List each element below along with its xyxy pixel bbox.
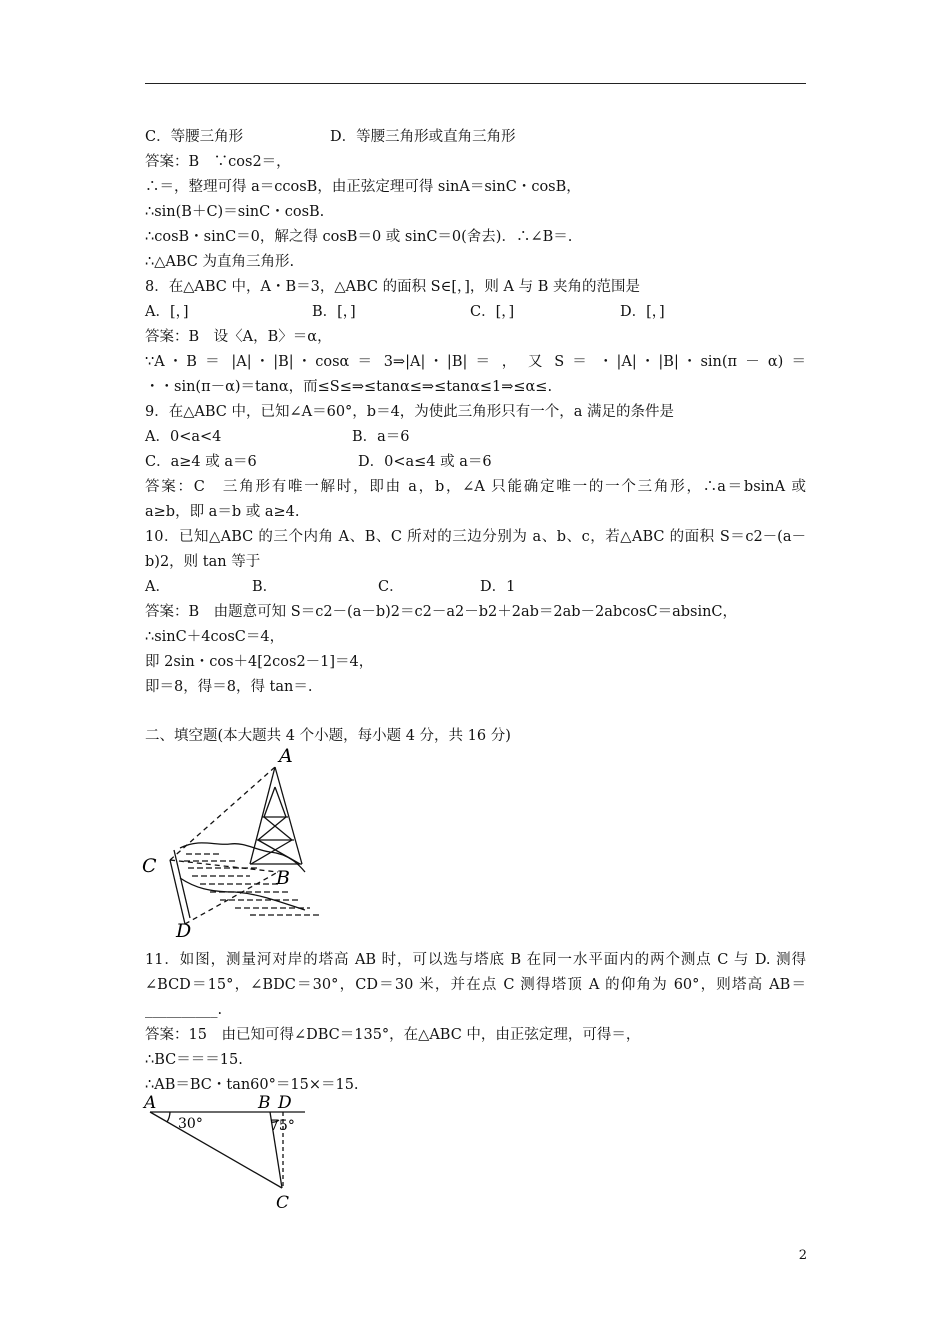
q10-question-1: 10．已知△ABC 的三个内角 A、B、C 所对的三边分别为 a、b、c，若△ABC 的面积 S＝c2－(a－: [145, 529, 806, 545]
fig2-label-d: D: [278, 1093, 292, 1113]
q10-answer-2: ∴sinC＋4cosC＝4，: [145, 629, 285, 645]
q9-answer-2: a≥b，即 a＝b 或 a≥4.: [145, 504, 300, 520]
q11-question-1: 11．如图，测量河对岸的塔高 AB 时，可以选与塔底 B 在同一水平面内的两个测点 C 与 D. 测得: [145, 952, 806, 968]
page-number: 2: [798, 1248, 807, 1263]
fig1-label-c: C: [142, 855, 157, 877]
q10-answer-4: 即＝8，得＝8，得 tan＝.: [145, 679, 313, 695]
q7-option-d: D．等腰三角形或直角三角形: [330, 129, 516, 145]
fig2-angle-75: 75°: [270, 1118, 295, 1134]
q7-answer-2: ∴＝，整理可得 a＝ccosB，由正弦定理可得 sinA＝sinC・cosB，: [145, 179, 581, 195]
q8-answer-3: ・・sin(π－α)＝tanα，而≤S≤⇒≤tanα≤⇒≤tanα≤1⇒≤α≤.: [145, 379, 553, 395]
q9-option-a: A．0<a<4: [145, 429, 222, 445]
q8-option-d: D．[，]: [620, 304, 665, 320]
fig1-label-a: A: [279, 745, 293, 767]
section-heading: 二、填空题(本大题共 4 个小题，每小题 4 分，共 16 分): [145, 728, 511, 744]
q11-answer-3: ∴AB＝BC・tan60°＝15×＝15.: [145, 1077, 359, 1093]
q11-question-2: ∠BCD＝15°，∠BDC＝30°，CD＝30 米，并在点 C 测得塔顶 A 的仰角为 60°，则塔高 AB＝: [145, 977, 806, 993]
q9-option-c: C．a≥4 或 a＝6: [145, 454, 257, 470]
fig2-label-b: B: [258, 1093, 271, 1113]
q10-option-d: D．1: [480, 579, 516, 595]
q7-answer-5: ∴△ABC 为直角三角形.: [145, 254, 295, 270]
q9-answer-1: 答案：C 三角形有唯一解时，即由 a，b，∠A 只能确定唯一的一个三角形，∴a＝bsinA 或: [145, 479, 806, 495]
triangle-figure: [140, 1090, 320, 1215]
fig1-label-b: B: [276, 867, 290, 889]
q8-answer-1: 答案：B 设〈A，B〉＝α，: [145, 329, 332, 345]
header-rule: [145, 83, 806, 84]
q8-option-b: B．[，]: [312, 304, 356, 320]
q11-answer-2: ∴BC＝＝＝15.: [145, 1052, 243, 1068]
q7-option-c: C．等腰三角形: [145, 129, 244, 145]
q7-answer-3: ∴sin(B＋C)＝sinC・cosB.: [145, 204, 325, 220]
fig2-angle-30: 30°: [178, 1116, 203, 1132]
q7-answer-1: 答案：B ∵cos2＝，: [145, 154, 291, 170]
q10-answer-1: 答案：B 由题意可知 S＝c2－(a－b)2＝c2－a2－b2＋2ab＝2ab－2abcosC＝absinC，: [145, 604, 738, 620]
q8-answer-2: ∵A・B ＝ |A|・|B|・cosα ＝ 3⇒|A|・|B| ＝ ， 又 S ＝ ・|A|・|B|・sin(π － α) ＝: [145, 354, 806, 370]
q11-answer-1: 答案：15 由已知可得∠DBC＝135°，在△ABC 中，由正弦定理，可得＝，: [145, 1027, 641, 1043]
fig2-label-a: A: [144, 1093, 157, 1113]
q9-option-b: B．a＝6: [352, 429, 410, 445]
q10-option-b: B．: [252, 579, 278, 595]
tower-river-figure: [140, 742, 330, 938]
q11-answer-blank: __________.: [145, 1002, 223, 1018]
q9-option-d: D．0<a≤4 或 a＝6: [358, 454, 492, 470]
q8-option-a: A．[，]: [145, 304, 189, 320]
q8-question: 8．在△ABC 中，A・B＝3，△ABC 的面积 S∈[，]，则 A 与 B 夹角的范围是: [145, 279, 640, 295]
q7-answer-4: ∴cosB・sinC＝0，解之得 cosB＝0 或 sinC＝0(舍去)．∴∠B＝.: [145, 229, 573, 245]
q10-answer-3: 即 2sin・cos＋4[2cos2－1]＝4，: [145, 654, 374, 670]
fig1-label-d: D: [176, 920, 192, 938]
q10-option-a: A．: [145, 579, 170, 595]
fig2-label-c: C: [276, 1193, 290, 1213]
q8-option-c: C．[，]: [470, 304, 515, 320]
q10-option-c: C．: [378, 579, 404, 595]
q9-question: 9．在△ABC 中，已知∠A＝60°，b＝4，为使此三角形只有一个，a 满足的条件是: [145, 404, 675, 420]
q10-question-2: b)2，则 tan 等于: [145, 554, 261, 570]
